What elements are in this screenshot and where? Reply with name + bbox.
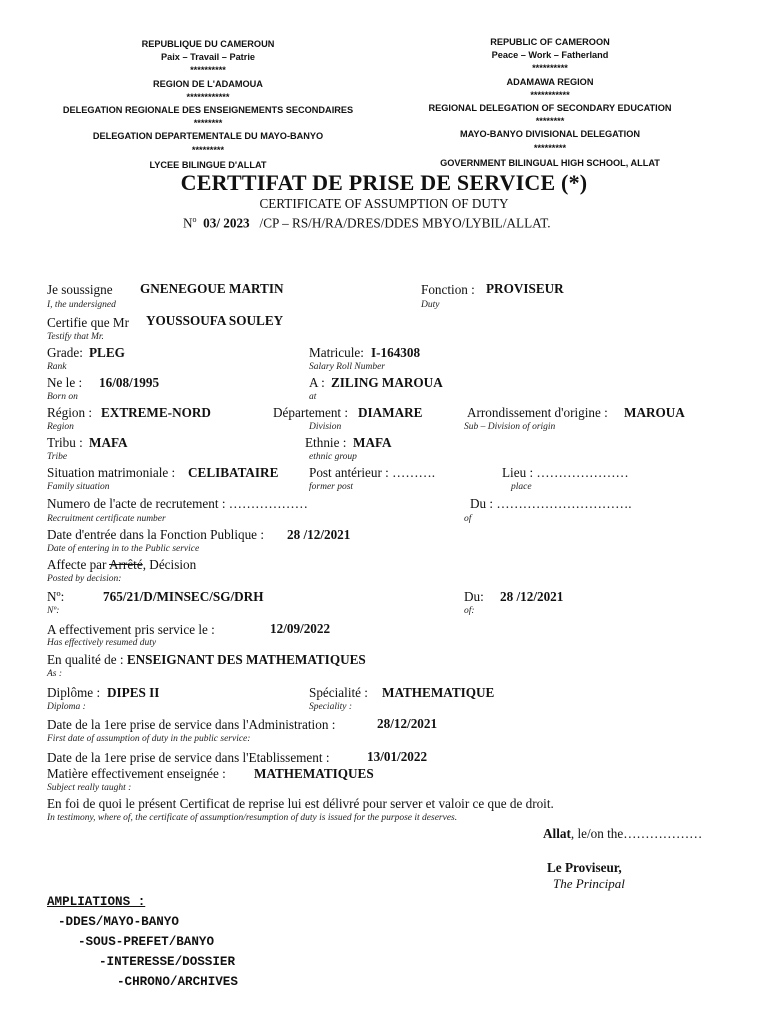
ampliation-item: -INTERESSE/DOSSIER — [99, 955, 236, 969]
departement-en: Division — [309, 422, 342, 432]
header-left-line: ******** — [193, 118, 223, 129]
admin-value: 28/12/2021 — [377, 716, 438, 731]
fonction-label: Fonction : — [421, 282, 475, 297]
tribu-value: MAFA — [89, 435, 128, 450]
header-left-line: LYCEE BILINGUE D'ALLAT — [149, 159, 267, 170]
header-left-line: ************ — [186, 91, 230, 102]
situation-label: Situation matrimoniale : — [47, 465, 176, 480]
header-right-line: REPUBLIC OF CAMEROON — [490, 37, 610, 47]
ref-number: 03/ 2023 — [203, 215, 250, 231]
affecte-en: Posted by decision: — [47, 574, 122, 584]
ref-suffix: /CP – RS/H/RA/DRES/DDES MBYO/LYBIL/ALLAT. — [259, 215, 551, 231]
specialite-value: MATHEMATIQUE — [382, 685, 495, 700]
header-right-line: REGIONAL DELEGATION OF SECONDARY EDUCATION — [428, 102, 672, 113]
admin-en: First date of assumption of duty in the public service: — [47, 734, 251, 744]
header-right — [382, 35, 718, 169]
post-label: Post antérieur : ………. — [309, 465, 435, 480]
qualite-en: As : — [47, 669, 63, 679]
header-right-line: ********** — [532, 63, 568, 74]
fonction-en: Duty — [421, 300, 440, 310]
header-left-line: REPUBLIQUE DU CAMEROUN — [141, 39, 275, 49]
ethnie-value: MAFA — [353, 435, 392, 450]
specialite-en: Speciality : — [309, 702, 352, 712]
matiere-value: MATHEMATIQUES — [254, 766, 374, 781]
specialite-label: Spécialité : — [309, 685, 368, 700]
region-value: EXTREME-NORD — [101, 405, 211, 420]
du1-label: Du : …………………………. — [470, 496, 632, 511]
a-en: at — [309, 392, 317, 402]
date-fp-label: Date d'entrée dans la Fonction Publique : — [47, 527, 264, 542]
date-fp-en: Date of entering in to the Public service — [47, 544, 200, 554]
signatory-en: The Principal — [553, 876, 625, 891]
header-right-line: GOVERNMENT BILINGUAL HIGH SCHOOL, ALLAT — [440, 157, 660, 168]
region-label: Région : — [47, 405, 93, 420]
document-title: CERTTIFAT DE PRISE DE SERVICE (*) — [180, 170, 588, 195]
matiere-label: Matière effectivement enseignée : — [47, 766, 226, 781]
affecte-label: Affecte par — [47, 557, 107, 572]
ethnie-label: Ethnie : — [305, 435, 347, 450]
ne-en: Born on — [47, 392, 78, 402]
du2-label: Du: — [464, 589, 484, 604]
diplome-en: Diploma : — [47, 702, 86, 712]
affecte-strike: Arrêté — [109, 557, 143, 572]
header-right-line: *********** — [530, 89, 570, 100]
post-en: former post — [309, 482, 354, 492]
ampliation-item: -DDES/MAYO-BANYO — [58, 915, 179, 929]
header-right-line: MAYO-BANYO DIVISIONAL DELEGATION — [459, 129, 641, 140]
ne-label: Ne le : — [47, 375, 83, 390]
header-right-line: ******** — [535, 116, 565, 127]
service-en: Has effectively resumed duty — [47, 638, 157, 648]
diplome-value: DIPES II — [107, 685, 160, 700]
header-right-line: ADAMAWA REGION — [506, 76, 594, 87]
soussigne-label: Je soussigne — [47, 282, 113, 297]
certifie-value: YOUSSOUFA SOULEY — [146, 313, 284, 328]
arrondissement-en: Sub – Division of origin — [464, 422, 556, 432]
place-rest: , le/on the……………… — [570, 826, 703, 841]
service-label: A effectivement pris service le : — [47, 622, 215, 637]
certifie-label: Certifie que Mr — [47, 315, 130, 330]
matricule-label: Matricule: — [309, 345, 364, 360]
arrondissement-label: Arrondissement d'origine : — [467, 405, 608, 420]
matricule-en: Salary Roll Number — [309, 362, 385, 372]
no-value: 765/21/D/MINSEC/SG/DRH — [103, 589, 264, 604]
situation-en: Family situation — [47, 482, 110, 492]
region-en: Region — [47, 422, 74, 432]
soussigne-value: GNENEGOUE MARTIN — [140, 281, 284, 296]
signatory: Le Proviseur, — [547, 860, 622, 875]
service-value: 12/09/2022 — [270, 621, 331, 636]
situation-value: CELIBATAIRE — [188, 465, 279, 480]
tribu-en: Tribe — [47, 452, 68, 462]
date-fp-value: 28 /12/2021 — [287, 527, 351, 542]
document-subtitle: CERTIFICATE OF ASSUMPTION OF DUTY — [259, 196, 509, 211]
qualite-line — [47, 652, 366, 668]
du2-en: of: — [464, 606, 475, 616]
departement-label: Département : — [273, 405, 349, 420]
diplome-label: Diplôme : — [47, 685, 101, 700]
du2-value: 28 /12/2021 — [500, 589, 564, 604]
qualite-value: ENSEIGNANT DES MATHEMATIQUES — [126, 652, 366, 667]
header-left-line: ********** — [190, 65, 226, 76]
closing-fr: En foi de quoi le présent Certificat de reprise lui est délivré pour server et valoir ce que de droit. — [47, 796, 554, 811]
header-left — [40, 37, 376, 171]
ampliations-title: AMPLIATIONS : — [47, 895, 146, 909]
a-label: A : — [309, 375, 325, 390]
arrondissement-value: MAROUA — [624, 405, 685, 420]
numero-acte-en: Recruitment certificate number — [47, 514, 166, 524]
affecte-line — [47, 557, 196, 573]
header-right-line: ********* — [533, 142, 567, 153]
grade-en: Rank — [47, 362, 67, 372]
soussigne-en: I, the undersigned — [47, 300, 116, 310]
closing-en: In testimony, where of, the certificate of assumption/resumption of duty is issued for the purpose it deserves. — [47, 813, 458, 823]
header-left-line: REGION DE L'ADAMOUA — [153, 78, 263, 89]
place-name: Allat — [543, 826, 571, 841]
grade-label: Grade: — [47, 345, 83, 360]
no-en: Nº: — [47, 606, 60, 616]
a-value: ZILING MAROUA — [331, 375, 443, 390]
certifie-en: Testify that Mr. — [47, 332, 104, 342]
lieu-label: Lieu : ………………… — [502, 465, 629, 480]
ampliation-item: -CHRONO/ARCHIVES — [117, 975, 238, 989]
matricule-value: I-164308 — [371, 345, 421, 360]
etab-label: Date de la 1ere prise de service dans l'Etablissement : — [47, 750, 330, 765]
matiere-en: Subject really taught : — [47, 783, 132, 793]
tribu-label: Tribu : — [47, 435, 83, 450]
ethnie-en: ethnic group — [309, 452, 357, 462]
departement-value: DIAMARE — [358, 405, 423, 420]
etab-value: 13/01/2022 — [367, 749, 428, 764]
header-right-line: Peace – Work – Fatherland — [491, 50, 609, 61]
header-left-line: Paix – Travail – Patrie — [161, 52, 255, 63]
ampliation-item: -SOUS-PREFET/BANYO — [78, 935, 215, 949]
admin-label: Date de la 1ere prise de service dans l'Administration : — [47, 717, 336, 732]
no-label: Nº: — [47, 589, 65, 604]
ref-o: o — [192, 215, 197, 224]
grade-value: PLEG — [89, 345, 125, 360]
document-reference — [183, 215, 551, 231]
header-left-line: DELEGATION DEPARTEMENTALE DU MAYO-BANYO — [92, 131, 324, 142]
numero-acte-label: Numero de l'acte de recrutement : ……………… — [47, 496, 308, 511]
ne-value: 16/08/1995 — [99, 375, 160, 390]
qualite-label: En qualité de : — [47, 652, 124, 667]
header-left-line: DELEGATION REGIONALE DES ENSEIGNEMENTS SECONDAIRES — [62, 104, 354, 115]
fonction-value: PROVISEUR — [486, 281, 564, 296]
du1-en: of — [464, 514, 472, 524]
affecte-rest: , Décision — [142, 557, 197, 572]
place-date — [543, 826, 702, 842]
lieu-en: place — [511, 482, 532, 492]
header-left-line: ********* — [191, 144, 225, 155]
ref-prefix: N — [183, 215, 193, 231]
